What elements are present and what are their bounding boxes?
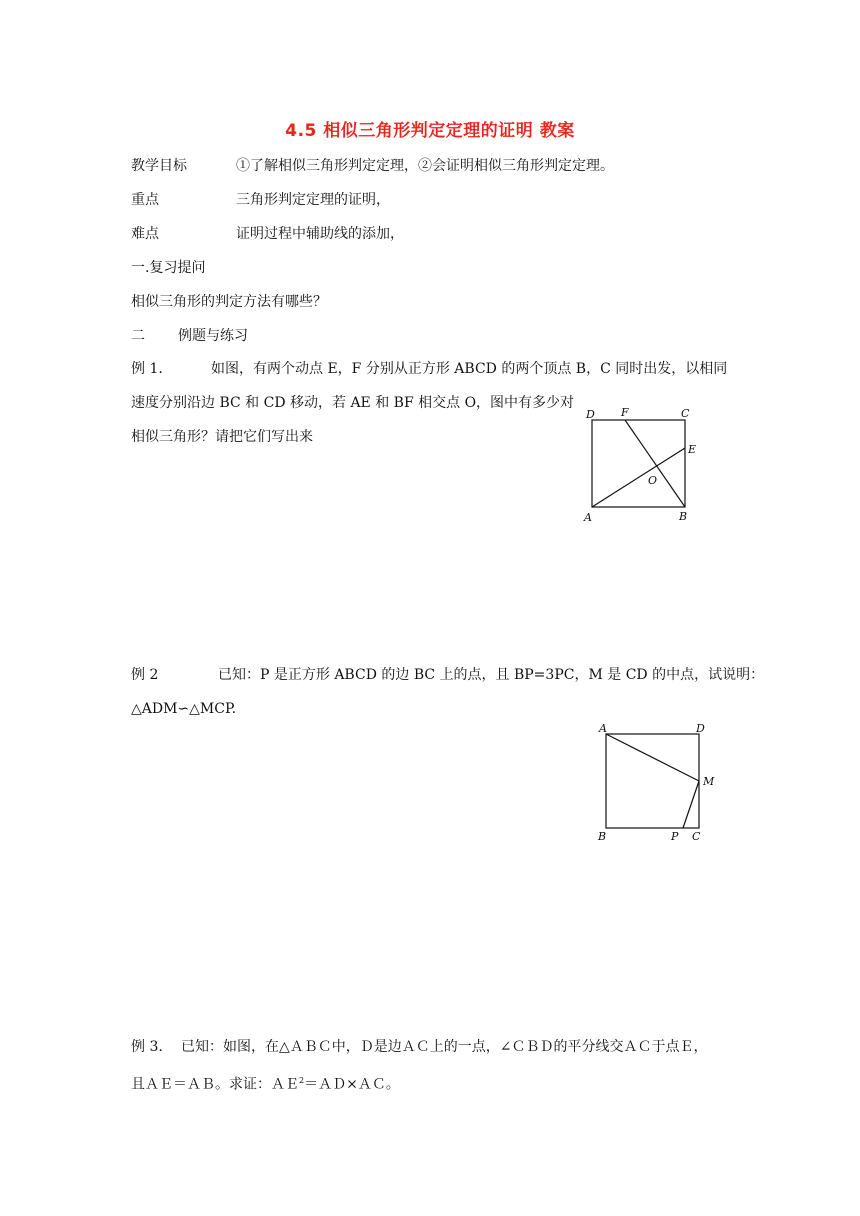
label-d: D (696, 722, 705, 735)
segment-ae (592, 448, 685, 507)
example3-line1: 已知：如图，在△ＡＢＣ中，Ｄ是边ＡＣ上的一点，∠ＣＢＤ的平分线交ＡＣ于点Ｅ， (181, 1039, 708, 1055)
review-heading: 一.复习提问 (131, 260, 206, 276)
segment-mp (683, 781, 699, 828)
example3-line2-start: 且ＡＥ＝ＡＢ。求证：ＡＥ (131, 1076, 299, 1093)
segment-bf (625, 420, 685, 507)
key-point-text: 三角形判定定理的证明， (236, 192, 390, 208)
page-title: 4.5 相似三角形判定定理的证明 教案 (285, 121, 575, 141)
example2-line1: 已知：P 是正方形 ABCD 的边 BC 上的点，且 BP=3PC，M 是 CD 的中点，试说明： (218, 667, 765, 683)
example1-line3: 相似三角形？请把它们写出来 (131, 429, 313, 445)
example3-label: 例 3. (131, 1039, 163, 1055)
label-o: O (648, 474, 658, 487)
label-d: D (586, 408, 595, 421)
label-e: E (688, 443, 697, 456)
label-b: B (598, 830, 607, 843)
segment-am (606, 734, 699, 781)
square-abcd (606, 734, 699, 828)
example1-line1: 如图，有两个动点 E，F 分别从正方形 ABCD 的两个顶点 B，C 同时出发，以相同 (211, 361, 728, 377)
review-question: 相似三角形的判定方法有哪些？ (131, 294, 327, 310)
difficulty-text: 证明过程中辅助线的添加， (236, 226, 404, 242)
label-p: P (671, 830, 679, 843)
example1-line2: 速度分别沿边 BC 和 CD 移动，若 AE 和 BF 相交点 O，图中有多少对 (131, 395, 575, 411)
example2-label: 例 2 (131, 667, 159, 683)
goal-text: ①了解相似三角形判定定理，②会证明相似三角形判定定理。 (236, 158, 614, 174)
difficulty-label: 难点 (131, 226, 159, 242)
exponent: 2 (299, 1076, 305, 1085)
label-m: M (703, 775, 715, 788)
examples-section-number: 二 (131, 328, 145, 344)
label-b: B (679, 510, 688, 523)
goal-label: 教学目标 (131, 158, 187, 174)
label-a: A (599, 722, 607, 735)
label-c: C (681, 407, 690, 420)
examples-heading: 例题与练习 (178, 328, 248, 344)
example3-line2 (131, 1071, 400, 1095)
example2-line2: △ADM∽△MCP. (131, 701, 237, 717)
label-c: C (692, 830, 701, 843)
label-a: A (584, 511, 592, 524)
example3-line2-end: ＝ＡＤ×ＡＣ。 (304, 1076, 400, 1093)
square-abcd (592, 420, 685, 507)
example1-figure (578, 402, 708, 532)
key-point-label: 重点 (131, 192, 159, 208)
example2-figure (592, 718, 722, 848)
example1-label: 例 1. (131, 361, 163, 377)
label-f: F (621, 406, 629, 419)
